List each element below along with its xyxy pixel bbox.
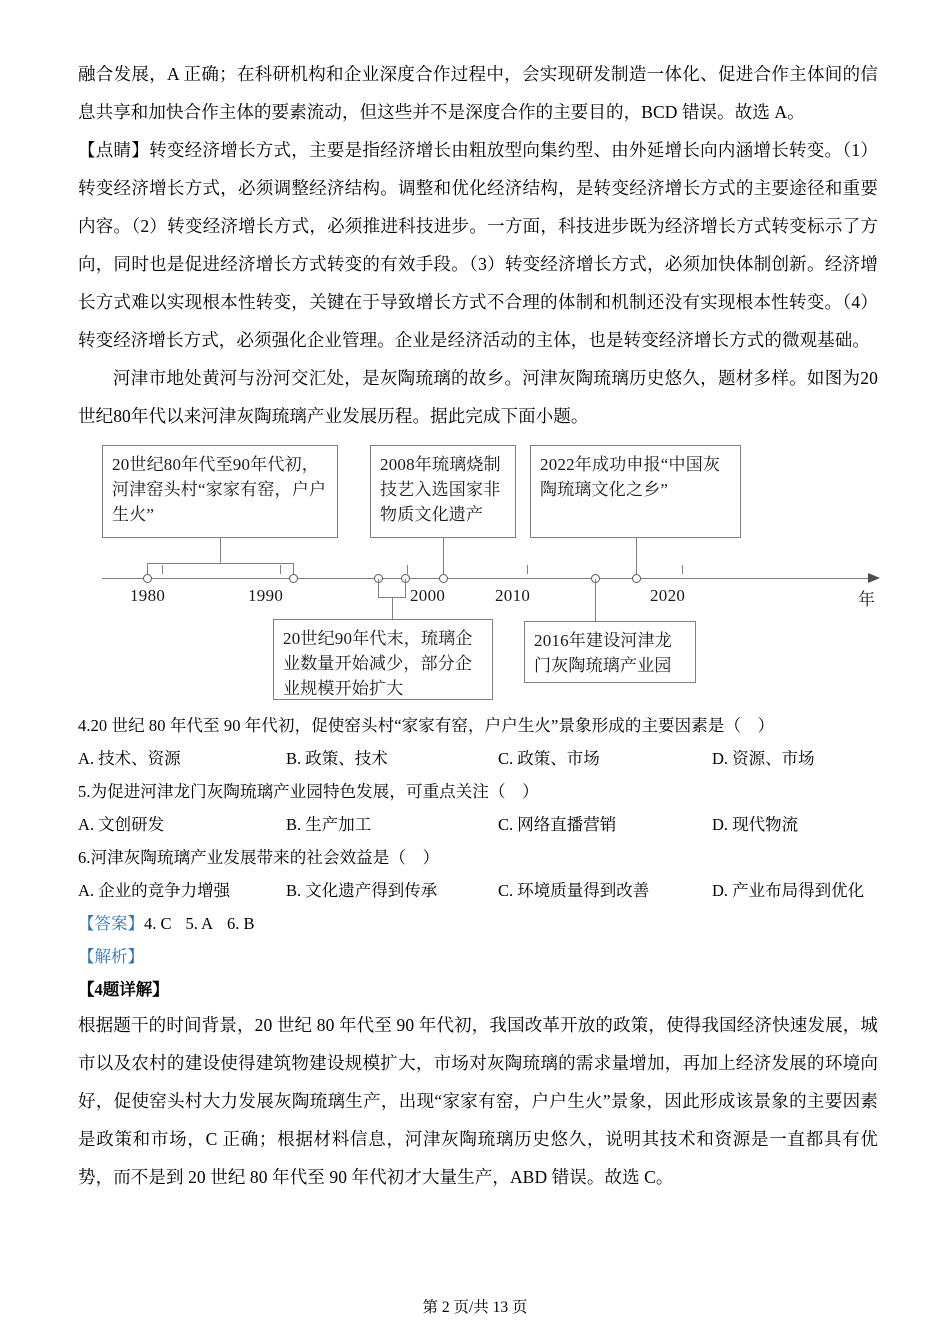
axis-label-2020: 2020 [650, 586, 686, 605]
connector-4-left-leg [378, 579, 379, 597]
axis-tick-1980 [162, 565, 163, 574]
axis-label-1980: 1980 [130, 586, 166, 605]
question-5-option-b[interactable]: B. 生产加工 [286, 815, 372, 834]
page-footer: 第 2 页/共 13 页 [422, 1299, 528, 1316]
axis-tick-2000 [407, 565, 408, 574]
answer-item-4: 4. C [144, 914, 172, 933]
axis-node-1990 [289, 574, 298, 583]
question-4-text [78, 709, 878, 742]
axis-tick-2010 [527, 565, 528, 574]
question-5-option-a[interactable]: A. 文创研发 [78, 815, 165, 834]
question-4-number: 4. [78, 716, 91, 735]
question-6-options [78, 874, 878, 907]
question-6-text [78, 841, 878, 874]
axis-node-2022 [632, 574, 641, 583]
axis-label-1990: 1990 [248, 586, 284, 605]
axis-node-1980 [143, 574, 152, 583]
question-5-options [78, 808, 878, 841]
timeline-event-box-4: 20世纪90年代末，琉璃企业数量开始减少，部分企业规模开始扩大 [273, 619, 493, 700]
timeline-event-box-2: 2008年琉璃烧制技艺入选国家非物质文化遗产 [370, 445, 516, 538]
axis-tick-1990 [280, 565, 281, 574]
question-stem-text: 河津市地处黄河与汾河交汇处，是灰陶琉璃的故乡。河津灰陶琉璃历史悠久，题材多样。如图为20世纪80年代以来河津灰陶琉璃产业发展历程。据此完成下面小题。 [78, 368, 878, 426]
question-4-option-d[interactable]: D. 资源、市场 [712, 749, 815, 768]
timeline-axis [102, 578, 872, 579]
analysis-label: 【解析】 [78, 947, 144, 966]
question-6-option-c[interactable]: C. 环境质量得到改善 [498, 881, 650, 900]
timeline-event-box-1: 20世纪80年代至90年代初，河津窑头村“家家有窑，户户生火” [102, 445, 338, 538]
connector-1-bracket [147, 563, 294, 564]
question-5-body: 为促进河津龙门灰陶琉璃产业园特色发展，可重点关注（ ） [90, 782, 539, 801]
axis-unit-label: 年 [858, 590, 875, 609]
axis-label-2010: 2010 [495, 586, 531, 605]
question-5-option-d[interactable]: D. 现代物流 [712, 815, 799, 834]
question-6-option-b[interactable]: B. 文化遗产得到传承 [286, 881, 438, 900]
axis-tick-2020 [682, 565, 683, 574]
detail-body-4: 根据题干的时间背景，20 世纪 80 年代至 90 年代初，我国改革开放的政策，使得我国经济快速发展，城市以及农村的建设使得建筑物建设规模扩大，市场对灰陶琉璃的需求量增加，再加上经济发展的环境向好，促使窑头村大力发展灰陶琉璃生产，出现“家家有窑，户户生火”景象，因此形成该景象的主要因素是政策和市场，C 正确；根据材料信息，河津灰陶琉璃历史悠久，说明其技术和资源是一直都具有优势，而不是到 20 世纪 80 年代至 90 年代初才大量生产，ABD 错误。故选 C。 [78, 1015, 878, 1187]
question-6-body: 河津灰陶琉璃产业发展带来的社会效益是（ ） [90, 848, 440, 867]
paragraph-continuation: 融合发展，A 正确；在科研机构和企业深度合作过程中，会实现研发制造一体化、促进合作主体间的信息共享和加快合作主体的要素流动，但这些并不是深度合作的主要目的，BCD 错误。故选 A。 [78, 64, 878, 122]
answer-item-5: 5. A [185, 914, 214, 933]
question-6-option-d[interactable]: D. 产业布局得到优化 [712, 881, 865, 900]
question-5-option-c[interactable]: C. 网络直播营销 [498, 815, 617, 834]
connector-5-stem [595, 579, 596, 621]
question-5-number: 5. [78, 782, 91, 801]
question-4-options [78, 742, 878, 775]
connector-4-stem [392, 597, 393, 619]
timeline-figure [102, 445, 896, 703]
paragraph-dianjing: 【点睛】转变经济增长方式，主要是指经济增长由粗放型向集约型、由外延增长向内涵增长转变。（1）转变经济增长方式，必须调整经济结构。调整和优化经济结构，是转变经济增长方式的主要途径和重要内容。（2）转变经济增长方式，必须推进科技进步。一方面，科技进步既为经济增长方式转变标示了方向，同时也是促进经济增长方式转变的有效手段。（3）转变经济增长方式，必须加快体制创新。经济增长方式难以实现根本性转变，关键在于导致增长方式不合理的体制和机制还没有实现根本性转变。（4）转变经济增长方式，必须强化企业管理。企业是经济活动的主体，也是转变经济增长方式的微观基础。 [78, 140, 878, 350]
timeline-event-box-5: 2016年建设河津龙门灰陶琉璃产业园 [524, 621, 696, 683]
answer-item-6: 6. B [227, 914, 255, 933]
axis-node-2008 [439, 574, 448, 583]
axis-arrow-icon [868, 573, 880, 583]
connector-2-stem [443, 538, 444, 579]
answer-label: 【答案】 [78, 914, 144, 933]
question-4-option-a[interactable]: A. 技术、资源 [78, 749, 181, 768]
question-4-option-b[interactable]: B. 政策、技术 [286, 749, 388, 768]
question-6-option-a[interactable]: A. 企业的竞争力增强 [78, 881, 231, 900]
answer-line [78, 907, 878, 940]
connector-1-stem [220, 538, 221, 563]
question-5-text [78, 775, 878, 808]
timeline-event-box-3: 2022年成功申报“中国灰陶琉璃文化之乡” [530, 445, 741, 538]
analysis-line [78, 940, 878, 973]
connector-4-right-leg [405, 579, 406, 597]
axis-label-2000: 2000 [410, 586, 446, 605]
question-4-option-c[interactable]: C. 政策、市场 [498, 749, 600, 768]
question-4-body: 20 世纪 80 年代至 90 年代初，促使窑头村“家家有窑，户户生火”景象形成的主要因素是（ ） [90, 716, 775, 735]
detail-heading-4: 【4题详解】 [78, 980, 169, 999]
question-6-number: 6. [78, 848, 91, 867]
connector-3-stem [636, 538, 637, 579]
